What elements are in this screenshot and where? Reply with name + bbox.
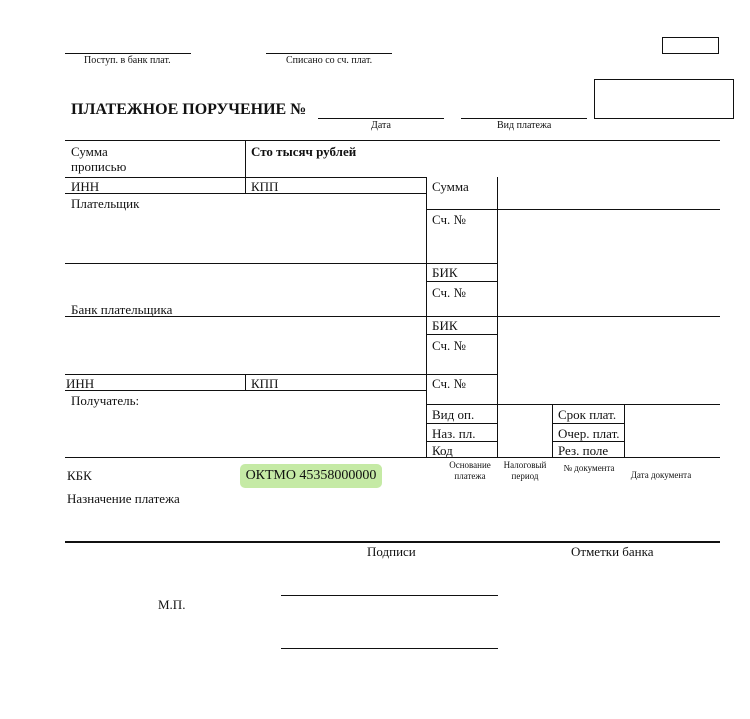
date-line bbox=[318, 118, 444, 119]
document-date-label: Дата документа bbox=[630, 470, 692, 480]
date-label: Дата bbox=[371, 120, 391, 131]
payer-bank-account-label: Сч. № bbox=[432, 285, 466, 300]
payment-type-label: Вид платежа bbox=[497, 120, 552, 131]
op-type-top-line bbox=[426, 404, 720, 405]
page-title: ПЛАТЕЖНОЕ ПОРУЧЕНИЕ № bbox=[71, 101, 307, 118]
payee-bank-account-label: Сч. № bbox=[432, 338, 466, 353]
payee-account-label: Сч. № bbox=[432, 376, 466, 391]
payee-label: Получатель: bbox=[71, 393, 140, 408]
payer-bik-bottom-line bbox=[426, 281, 497, 282]
signatures-label: Подписи bbox=[367, 544, 416, 559]
payee-inn-divider bbox=[245, 374, 246, 390]
payee-inn-bottom-line bbox=[65, 390, 426, 391]
signature-line-2 bbox=[281, 648, 498, 649]
footer-top-line bbox=[65, 541, 720, 543]
payment-purpose-code-label: Наз. пл. bbox=[432, 426, 476, 441]
due-date-bottom-line bbox=[552, 423, 624, 424]
right-column-mid-border bbox=[497, 177, 498, 457]
payee-bik-bottom-line bbox=[426, 334, 497, 335]
due-date-label: Срок плат. bbox=[558, 407, 617, 422]
form-code-box bbox=[662, 37, 719, 54]
op-type-label: Вид оп. bbox=[432, 407, 475, 422]
payer-inn-label: ИНН bbox=[71, 179, 100, 194]
amount-words-top-line bbox=[65, 140, 720, 141]
payer-inn-top-line bbox=[65, 177, 426, 178]
payer-bik-label: БИК bbox=[432, 265, 458, 280]
payment-type-line bbox=[461, 118, 587, 119]
tax-period-label: Налоговый период bbox=[503, 460, 547, 481]
code-label: Код bbox=[432, 443, 453, 458]
kbk-label: КБК bbox=[67, 468, 92, 483]
payee-bank-top-line bbox=[65, 316, 720, 317]
payee-bik-label: БИК bbox=[432, 318, 458, 333]
payment-basis-label: Основание платежа bbox=[449, 460, 491, 481]
received-date-line bbox=[65, 53, 191, 54]
received-label: Поступ. в банк плат. bbox=[84, 55, 171, 66]
payer-account-label: Сч. № bbox=[432, 212, 466, 227]
payee-kpp-label: КПП bbox=[251, 376, 279, 391]
due-date-left-border bbox=[552, 404, 553, 457]
payer-bank-label: Банк плательщика bbox=[71, 302, 173, 317]
reserve-label: Рез. поле bbox=[558, 443, 609, 458]
debited-label: Списано со сч. плат. bbox=[286, 55, 373, 66]
stamp-label: М.П. bbox=[158, 597, 186, 612]
amount-words-value: Сто тысяч рублей bbox=[251, 144, 357, 159]
amount-words-label: Сумма прописью bbox=[71, 144, 127, 174]
debited-date-line bbox=[266, 53, 392, 54]
oktmo-highlight: ОКТМО 45358000000 bbox=[240, 464, 382, 488]
priority-bottom-line bbox=[552, 441, 624, 442]
payment-purpose-label: Назначение платежа bbox=[67, 491, 180, 506]
amount-words-divider bbox=[245, 140, 246, 193]
payer-label: Плательщик bbox=[71, 196, 140, 211]
right-column-left-border bbox=[426, 177, 427, 457]
payer-kpp-label: КПП bbox=[251, 179, 279, 194]
op-type-bottom-line bbox=[426, 423, 497, 424]
payee-inn-label: ИНН bbox=[66, 376, 95, 391]
sum-label: Сумма bbox=[432, 179, 469, 194]
signature-line-1 bbox=[281, 595, 498, 596]
tax-row-line bbox=[65, 457, 720, 458]
due-date-right-border bbox=[624, 404, 625, 457]
priority-label: Очер. плат. bbox=[558, 426, 620, 441]
sum-bottom-line bbox=[426, 209, 720, 210]
purpose-code-bottom-line bbox=[426, 441, 497, 442]
payer-inn-bottom-line bbox=[65, 193, 426, 194]
bank-marks-label: Отметки банка bbox=[571, 544, 654, 559]
document-number-label: № документа bbox=[563, 463, 615, 473]
payee-inn-top-line bbox=[65, 374, 497, 375]
status-box bbox=[594, 79, 734, 119]
payer-bank-top-line bbox=[65, 263, 497, 264]
